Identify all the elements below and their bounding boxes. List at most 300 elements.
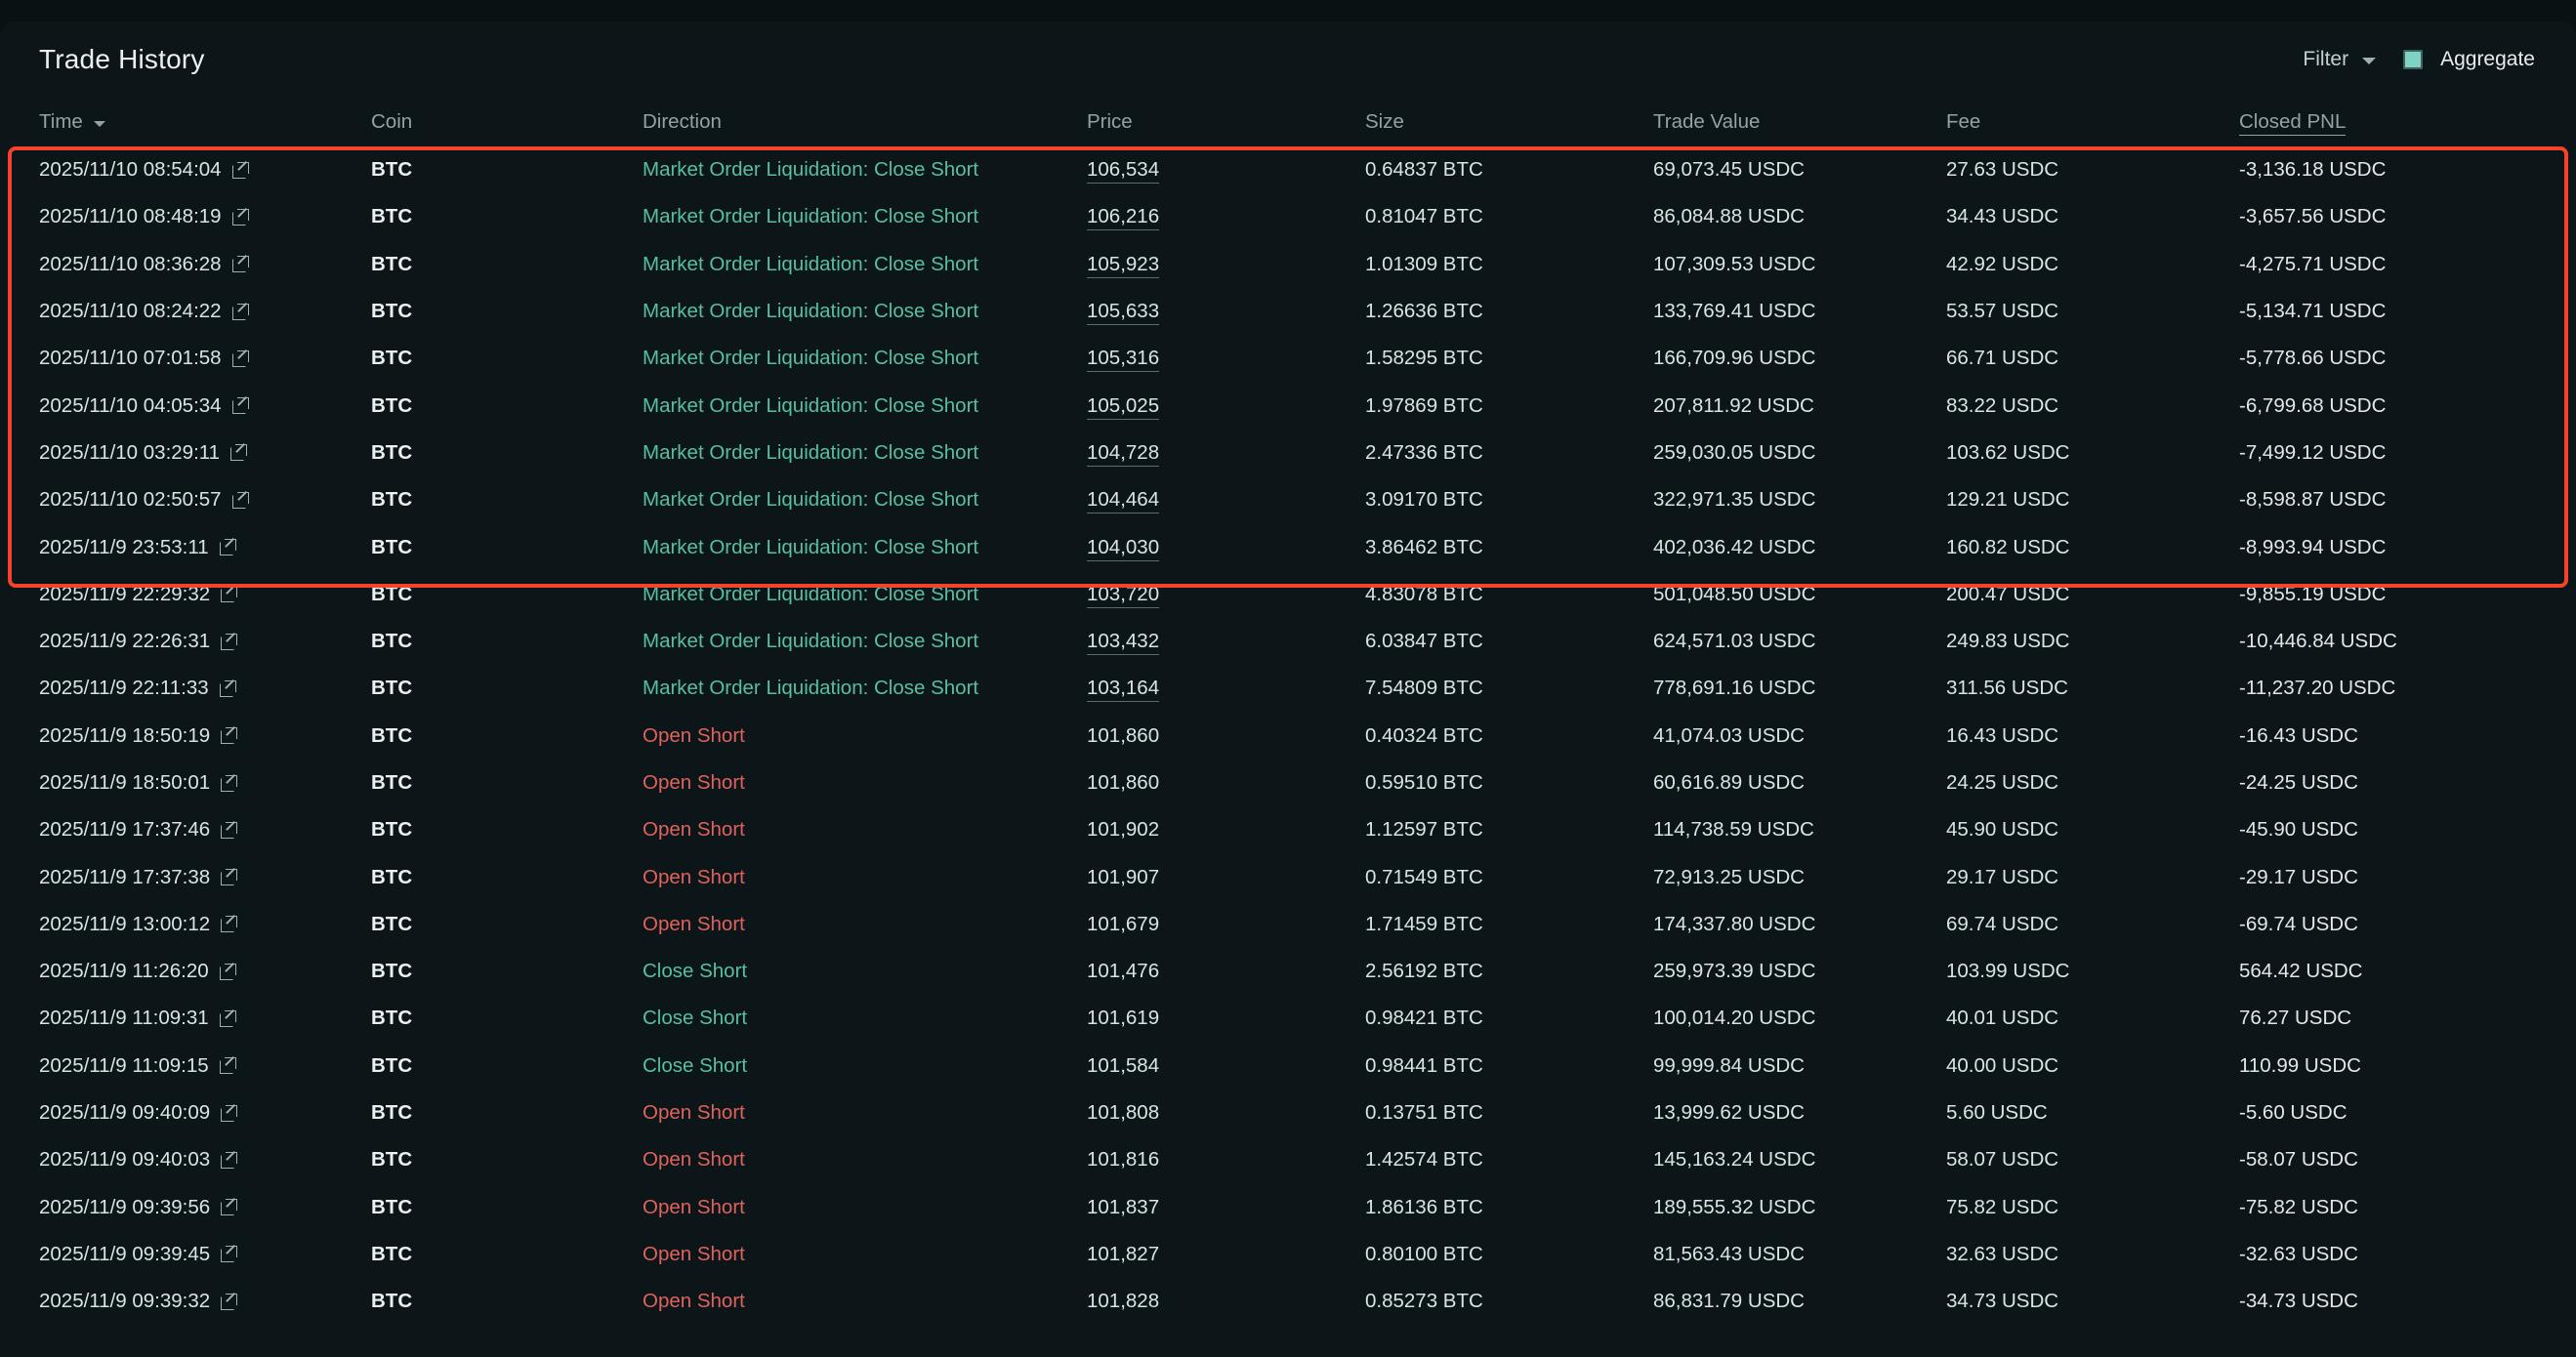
external-link-icon[interactable]: [232, 492, 249, 509]
cell-direction: Open Short: [643, 865, 745, 888]
column-header-price[interactable]: Price: [1087, 110, 1133, 133]
cell-size: 1.42574 BTC: [1365, 1148, 1483, 1172]
cell-fee: 160.82 USDC: [1946, 535, 2070, 558]
trade-time: 2025/11/9 18:50:19: [39, 723, 211, 747]
cell-time: [39, 347, 371, 370]
cell-fee: 69.74 USDC: [1946, 912, 2059, 935]
cell-closed-pnl: -5,134.71 USDC: [2239, 300, 2387, 323]
column-header-trade-value[interactable]: Trade Value: [1653, 110, 1761, 133]
cell-coin: BTC: [371, 1290, 413, 1313]
header-controls: [2303, 48, 2535, 71]
trade-time: 2025/11/9 22:29:32: [39, 582, 211, 605]
external-link-icon[interactable]: [232, 256, 249, 272]
cell-direction: Market Order Liquidation: Close Short: [643, 630, 979, 653]
external-link-icon[interactable]: [221, 916, 237, 932]
table-row[interactable]: [0, 146, 2576, 193]
table-row[interactable]: [0, 901, 2576, 948]
table-body: [0, 146, 2576, 1325]
cell-time: [39, 818, 371, 842]
cell-size: 6.03847 BTC: [1365, 630, 1483, 653]
cell-time: [39, 960, 371, 983]
cell-coin: BTC: [371, 205, 413, 228]
external-link-icon[interactable]: [221, 822, 237, 839]
cell-direction: Market Order Liquidation: Close Short: [643, 300, 979, 323]
external-link-icon[interactable]: [221, 1294, 237, 1310]
price-value: 101,860: [1087, 771, 1160, 794]
cell-direction: Market Order Liquidation: Close Short: [643, 252, 979, 275]
trade-time: 2025/11/10 03:29:11: [39, 440, 221, 464]
cell-time: [39, 300, 371, 323]
external-link-icon[interactable]: [221, 1152, 237, 1169]
cell-coin: BTC: [371, 912, 413, 935]
external-link-icon[interactable]: [230, 444, 247, 461]
cell-size: 0.98441 BTC: [1365, 1053, 1483, 1077]
price-value: 101,902: [1087, 818, 1160, 842]
cell-trade-value: 778,691.16 USDC: [1653, 677, 1816, 700]
trade-time: 2025/11/10 02:50:57: [39, 488, 222, 512]
cell-fee: 129.21 USDC: [1946, 488, 2070, 512]
external-link-icon[interactable]: [232, 397, 249, 414]
price-value: 105,316: [1087, 347, 1159, 372]
cell-price: [1087, 488, 1365, 512]
cell-price: [1087, 818, 1365, 842]
table-row[interactable]: [0, 806, 2576, 853]
external-link-icon[interactable]: [221, 634, 237, 650]
cell-closed-pnl: -24.25 USDC: [2239, 771, 2358, 794]
cell-coin: BTC: [371, 252, 413, 275]
external-link-icon[interactable]: [221, 775, 237, 792]
cell-closed-pnl: -58.07 USDC: [2239, 1148, 2358, 1172]
cell-time: [39, 158, 371, 182]
cell-coin: BTC: [371, 1148, 413, 1172]
cell-size: 2.47336 BTC: [1365, 440, 1483, 464]
cell-direction: Market Order Liquidation: Close Short: [643, 677, 979, 700]
cell-closed-pnl: -5.60 USDC: [2239, 1101, 2347, 1125]
cell-coin: BTC: [371, 488, 413, 512]
cell-coin: BTC: [371, 535, 413, 558]
cell-price: [1087, 630, 1365, 653]
external-link-icon[interactable]: [221, 869, 237, 885]
table-row[interactable]: [0, 1136, 2576, 1183]
cell-time: [39, 1148, 371, 1172]
cell-fee: 40.01 USDC: [1946, 1007, 2059, 1030]
cell-size: 4.83078 BTC: [1365, 582, 1483, 605]
cell-price: [1087, 1054, 1365, 1078]
trade-time: 2025/11/9 09:39:56: [39, 1195, 211, 1218]
cell-trade-value: 501,048.50 USDC: [1653, 582, 1816, 605]
table-row[interactable]: [0, 1231, 2576, 1278]
cell-price: [1087, 300, 1365, 323]
cell-closed-pnl: -75.82 USDC: [2239, 1195, 2358, 1218]
cell-time: [39, 677, 371, 700]
trade-time: 2025/11/9 09:39:45: [39, 1242, 211, 1265]
cell-price: [1087, 724, 1365, 748]
cell-size: 0.80100 BTC: [1365, 1242, 1483, 1265]
cell-trade-value: 259,030.05 USDC: [1653, 440, 1816, 464]
table-row[interactable]: [0, 948, 2576, 995]
cell-direction: Market Order Liquidation: Close Short: [643, 205, 979, 228]
trade-time: 2025/11/10 08:48:19: [39, 205, 222, 228]
external-link-icon[interactable]: [220, 964, 236, 980]
column-header-closed-pnl[interactable]: Closed PNL: [2239, 110, 2532, 134]
price-value: 103,720: [1087, 583, 1159, 608]
aggregate-toggle[interactable]: [2401, 48, 2535, 71]
cell-closed-pnl: -7,499.12 USDC: [2239, 440, 2387, 464]
cell-closed-pnl: -9,855.19 USDC: [2239, 582, 2387, 605]
table-row[interactable]: [0, 571, 2576, 618]
table-row[interactable]: [0, 476, 2576, 523]
cell-price: [1087, 1148, 1365, 1172]
cell-size: 3.86462 BTC: [1365, 535, 1483, 558]
external-link-icon[interactable]: [221, 1199, 237, 1215]
cell-price: [1087, 771, 1365, 795]
external-link-icon[interactable]: [220, 680, 236, 697]
cell-size: 0.13751 BTC: [1365, 1101, 1483, 1125]
price-value: 106,534: [1087, 158, 1159, 184]
trade-time: 2025/11/9 13:00:12: [39, 912, 211, 935]
external-link-icon[interactable]: [221, 1105, 237, 1122]
cell-price: [1087, 347, 1365, 370]
trade-time: 2025/11/9 17:37:38: [39, 865, 211, 888]
cell-coin: BTC: [371, 960, 413, 983]
cell-coin: BTC: [371, 723, 413, 747]
cell-coin: BTC: [371, 1195, 413, 1218]
cell-coin: BTC: [371, 158, 413, 182]
cell-direction: Market Order Liquidation: Close Short: [643, 488, 979, 512]
price-value: 101,808: [1087, 1101, 1160, 1125]
cell-time: [39, 771, 371, 795]
cell-direction: Market Order Liquidation: Close Short: [643, 582, 979, 605]
trade-time: 2025/11/9 23:53:11: [39, 535, 209, 558]
cell-size: 1.01309 BTC: [1365, 252, 1483, 275]
price-value: 101,619: [1087, 1007, 1160, 1030]
aggregate-label: Aggregate: [2440, 48, 2535, 70]
cell-closed-pnl: -3,657.56 USDC: [2239, 205, 2387, 228]
cell-size: 0.71549 BTC: [1365, 865, 1483, 888]
cell-coin: BTC: [371, 1101, 413, 1125]
trade-time: 2025/11/10 04:05:34: [39, 393, 222, 417]
cell-closed-pnl: -11,237.20 USDC: [2239, 677, 2396, 700]
cell-price: [1087, 536, 1365, 559]
cell-size: 2.56192 BTC: [1365, 960, 1483, 983]
cell-trade-value: 107,309.53 USDC: [1653, 252, 1816, 275]
trade-time: 2025/11/10 08:54:04: [39, 158, 222, 182]
cell-direction: Open Short: [643, 912, 745, 935]
cell-price: [1087, 866, 1365, 889]
cell-closed-pnl: -8,993.94 USDC: [2239, 535, 2387, 558]
cell-fee: 311.56 USDC: [1946, 677, 2068, 700]
chevron-down-icon: [2362, 58, 2376, 64]
filter-button[interactable]: [2303, 48, 2376, 71]
cell-closed-pnl: -16.43 USDC: [2239, 723, 2358, 747]
external-link-icon[interactable]: [220, 1057, 236, 1074]
cell-coin: BTC: [371, 630, 413, 653]
cell-direction: Market Order Liquidation: Close Short: [643, 393, 979, 417]
table-row[interactable]: [0, 382, 2576, 429]
cell-time: [39, 253, 371, 276]
column-header-time[interactable]: Time: [39, 110, 371, 134]
cell-direction: Market Order Liquidation: Close Short: [643, 158, 979, 182]
cell-coin: BTC: [371, 393, 413, 417]
cell-closed-pnl: -34.73 USDC: [2239, 1290, 2358, 1313]
cell-direction: Close Short: [643, 1007, 748, 1030]
external-link-icon[interactable]: [232, 209, 249, 226]
cell-direction: Open Short: [643, 1148, 745, 1172]
cell-price: [1087, 1290, 1365, 1313]
external-link-icon[interactable]: [232, 350, 249, 367]
cell-price: [1087, 205, 1365, 228]
cell-coin: BTC: [371, 865, 413, 888]
column-header-direction[interactable]: Direction: [643, 110, 722, 133]
cell-direction: Close Short: [643, 960, 748, 983]
cell-price: [1087, 253, 1365, 276]
cell-closed-pnl: 564.42 USDC: [2239, 960, 2363, 983]
cell-size: 1.58295 BTC: [1365, 347, 1483, 370]
cell-price: [1087, 1101, 1365, 1125]
table-row[interactable]: [0, 1090, 2576, 1136]
column-header-coin[interactable]: Coin: [371, 110, 413, 133]
cell-time: [39, 1007, 371, 1030]
cell-direction: Open Short: [643, 1101, 745, 1125]
table-row[interactable]: [0, 853, 2576, 900]
external-link-icon[interactable]: [232, 162, 249, 179]
cell-closed-pnl: -6,799.68 USDC: [2239, 393, 2387, 417]
cell-fee: 103.62 USDC: [1946, 440, 2070, 464]
trade-time: 2025/11/10 08:36:28: [39, 252, 222, 275]
table-row[interactable]: [0, 193, 2576, 240]
cell-time: [39, 866, 371, 889]
cell-trade-value: 174,337.80 USDC: [1653, 912, 1816, 935]
cell-time: [39, 536, 371, 559]
cell-price: [1087, 158, 1365, 182]
cell-coin: BTC: [371, 1242, 413, 1265]
cell-direction: Open Short: [643, 818, 745, 842]
external-link-icon[interactable]: [221, 1246, 237, 1262]
cell-trade-value: 41,074.03 USDC: [1653, 723, 1805, 747]
cell-time: [39, 394, 371, 418]
table-row[interactable]: [0, 1184, 2576, 1231]
cell-trade-value: 81,563.43 USDC: [1653, 1242, 1805, 1265]
cell-closed-pnl: -8,598.87 USDC: [2239, 488, 2387, 512]
cell-size: 7.54809 BTC: [1365, 677, 1483, 700]
price-value: 105,923: [1087, 253, 1159, 278]
price-value: 101,828: [1087, 1290, 1160, 1313]
cell-size: 1.71459 BTC: [1365, 912, 1483, 935]
cell-time: [39, 441, 371, 465]
cell-fee: 83.22 USDC: [1946, 393, 2059, 417]
trade-time: 2025/11/9 11:09:15: [39, 1053, 209, 1077]
table-row[interactable]: [0, 995, 2576, 1042]
trade-time: 2025/11/9 22:26:31: [39, 630, 211, 653]
cell-size: 1.97869 BTC: [1365, 393, 1483, 417]
cell-time: [39, 724, 371, 748]
price-value: 101,827: [1087, 1242, 1160, 1265]
cell-size: 3.09170 BTC: [1365, 488, 1483, 512]
external-link-icon[interactable]: [220, 1010, 236, 1027]
cell-size: 0.64837 BTC: [1365, 158, 1483, 182]
table-row[interactable]: [0, 618, 2576, 665]
cell-fee: 34.73 USDC: [1946, 1290, 2059, 1313]
price-value: 101,837: [1087, 1195, 1160, 1218]
table-row[interactable]: [0, 1043, 2576, 1090]
cell-closed-pnl: -29.17 USDC: [2239, 865, 2358, 888]
cell-price: [1087, 1007, 1365, 1030]
cell-price: [1087, 677, 1365, 700]
cell-coin: BTC: [371, 582, 413, 605]
cell-direction: Open Short: [643, 1290, 745, 1313]
cell-trade-value: 100,014.20 USDC: [1653, 1007, 1816, 1030]
cell-trade-value: 145,163.24 USDC: [1653, 1148, 1816, 1172]
cell-fee: 45.90 USDC: [1946, 818, 2059, 842]
table-row[interactable]: [0, 523, 2576, 570]
price-value: 101,679: [1087, 912, 1160, 935]
page-title: Trade History: [39, 44, 205, 74]
cell-trade-value: 624,571.03 USDC: [1653, 630, 1816, 653]
table-row[interactable]: [0, 760, 2576, 806]
table-row[interactable]: [0, 1278, 2576, 1325]
cell-trade-value: 402,036.42 USDC: [1653, 535, 1816, 558]
cell-size: 0.98421 BTC: [1365, 1007, 1483, 1030]
cell-closed-pnl: 110.99 USDC: [2239, 1053, 2361, 1077]
price-value: 104,728: [1087, 441, 1159, 467]
cell-fee: 200.47 USDC: [1946, 582, 2070, 605]
trade-time: 2025/11/9 22:11:33: [39, 677, 209, 700]
price-value: 105,025: [1087, 394, 1159, 420]
price-value: 101,476: [1087, 960, 1160, 983]
price-value: 104,030: [1087, 536, 1159, 561]
trade-time: 2025/11/9 18:50:01: [39, 771, 211, 794]
cell-fee: 27.63 USDC: [1946, 158, 2059, 182]
trade-time: 2025/11/9 11:09:31: [39, 1007, 209, 1030]
trade-history-panel: [0, 21, 2576, 1357]
cell-closed-pnl: 76.27 USDC: [2239, 1007, 2352, 1030]
cell-direction: Open Short: [643, 723, 745, 747]
cell-trade-value: 189,555.32 USDC: [1653, 1195, 1816, 1218]
cell-trade-value: 86,831.79 USDC: [1653, 1290, 1805, 1313]
cell-size: 0.40324 BTC: [1365, 723, 1483, 747]
cell-closed-pnl: -69.74 USDC: [2239, 912, 2358, 935]
price-value: 105,633: [1087, 300, 1159, 325]
external-link-icon[interactable]: [221, 727, 237, 744]
cell-fee: 103.99 USDC: [1946, 960, 2070, 983]
trade-time: 2025/11/10 08:24:22: [39, 300, 222, 323]
cell-trade-value: 60,616.89 USDC: [1653, 771, 1805, 794]
cell-coin: BTC: [371, 440, 413, 464]
trade-time: 2025/11/9 09:40:09: [39, 1101, 211, 1125]
price-value: 103,432: [1087, 630, 1159, 655]
cell-fee: 34.43 USDC: [1946, 205, 2059, 228]
cell-coin: BTC: [371, 347, 413, 370]
price-value: 106,216: [1087, 205, 1159, 230]
column-header-fee[interactable]: Fee: [1946, 110, 1981, 133]
cell-closed-pnl: -5,778.66 USDC: [2239, 347, 2387, 370]
cell-closed-pnl: -3,136.18 USDC: [2239, 158, 2387, 182]
cell-size: 1.26636 BTC: [1365, 300, 1483, 323]
cell-size: 0.85273 BTC: [1365, 1290, 1483, 1313]
trade-time: 2025/11/10 07:01:58: [39, 347, 222, 370]
checkbox-icon[interactable]: [2401, 48, 2425, 71]
column-header-size[interactable]: Size: [1365, 110, 1404, 133]
cell-size: 1.12597 BTC: [1365, 818, 1483, 842]
cell-closed-pnl: -4,275.71 USDC: [2239, 252, 2387, 275]
external-link-icon[interactable]: [221, 586, 237, 602]
table-row[interactable]: [0, 713, 2576, 760]
trade-history-table: [0, 98, 2576, 1325]
price-value: 101,816: [1087, 1148, 1160, 1172]
cell-direction: Open Short: [643, 771, 745, 794]
cell-closed-pnl: -32.63 USDC: [2239, 1242, 2358, 1265]
cell-coin: BTC: [371, 1053, 413, 1077]
cell-coin: BTC: [371, 677, 413, 700]
cell-trade-value: 207,811.92 USDC: [1653, 393, 1814, 417]
table-header-row: [0, 98, 2576, 146]
trade-time: 2025/11/9 17:37:46: [39, 818, 211, 842]
cell-size: 0.59510 BTC: [1365, 771, 1483, 794]
cell-time: [39, 913, 371, 936]
cell-fee: 16.43 USDC: [1946, 723, 2059, 747]
cell-direction: Market Order Liquidation: Close Short: [643, 440, 979, 464]
price-value: 101,860: [1087, 723, 1160, 747]
cell-fee: 42.92 USDC: [1946, 252, 2059, 275]
cell-price: [1087, 1196, 1365, 1219]
cell-trade-value: 13,999.62 USDC: [1653, 1101, 1805, 1125]
cell-fee: 66.71 USDC: [1946, 347, 2059, 370]
price-value: 103,164: [1087, 677, 1159, 702]
cell-fee: 24.25 USDC: [1946, 771, 2059, 794]
cell-price: [1087, 441, 1365, 465]
cell-trade-value: 69,073.45 USDC: [1653, 158, 1805, 182]
table-row[interactable]: [0, 288, 2576, 335]
cell-time: [39, 205, 371, 228]
cell-fee: 53.57 USDC: [1946, 300, 2059, 323]
table-row[interactable]: [0, 241, 2576, 288]
cell-fee: 75.82 USDC: [1946, 1195, 2059, 1218]
cell-trade-value: 72,913.25 USDC: [1653, 865, 1805, 888]
cell-direction: Market Order Liquidation: Close Short: [643, 535, 979, 558]
trade-time: 2025/11/9 09:40:03: [39, 1148, 211, 1172]
table-row[interactable]: [0, 335, 2576, 382]
cell-trade-value: 99,999.84 USDC: [1653, 1053, 1805, 1077]
cell-coin: BTC: [371, 771, 413, 794]
price-value: 101,584: [1087, 1053, 1160, 1077]
table-row[interactable]: [0, 430, 2576, 476]
cell-closed-pnl: -45.90 USDC: [2239, 818, 2358, 842]
cell-trade-value: 133,769.41 USDC: [1653, 300, 1816, 323]
external-link-icon[interactable]: [232, 304, 249, 320]
cell-direction: Market Order Liquidation: Close Short: [643, 347, 979, 370]
cell-price: [1087, 583, 1365, 606]
table-row[interactable]: [0, 665, 2576, 712]
trade-time: 2025/11/9 09:39:32: [39, 1290, 211, 1313]
external-link-icon[interactable]: [220, 539, 236, 555]
cell-closed-pnl: -10,446.84 USDC: [2239, 630, 2397, 653]
cell-time: [39, 1054, 371, 1078]
cell-trade-value: 259,973.39 USDC: [1653, 960, 1816, 983]
cell-coin: BTC: [371, 818, 413, 842]
cell-coin: BTC: [371, 1007, 413, 1030]
cell-trade-value: 86,084.88 USDC: [1653, 205, 1805, 228]
cell-time: [39, 1101, 371, 1125]
cell-direction: Open Short: [643, 1195, 745, 1218]
cell-size: 0.81047 BTC: [1365, 205, 1483, 228]
sort-caret-icon: [94, 121, 105, 127]
cell-fee: 32.63 USDC: [1946, 1242, 2059, 1265]
cell-price: [1087, 394, 1365, 418]
cell-time: [39, 1243, 371, 1266]
price-value: 101,907: [1087, 865, 1160, 888]
trade-time: 2025/11/9 11:26:20: [39, 960, 209, 983]
cell-fee: 249.83 USDC: [1946, 630, 2070, 653]
